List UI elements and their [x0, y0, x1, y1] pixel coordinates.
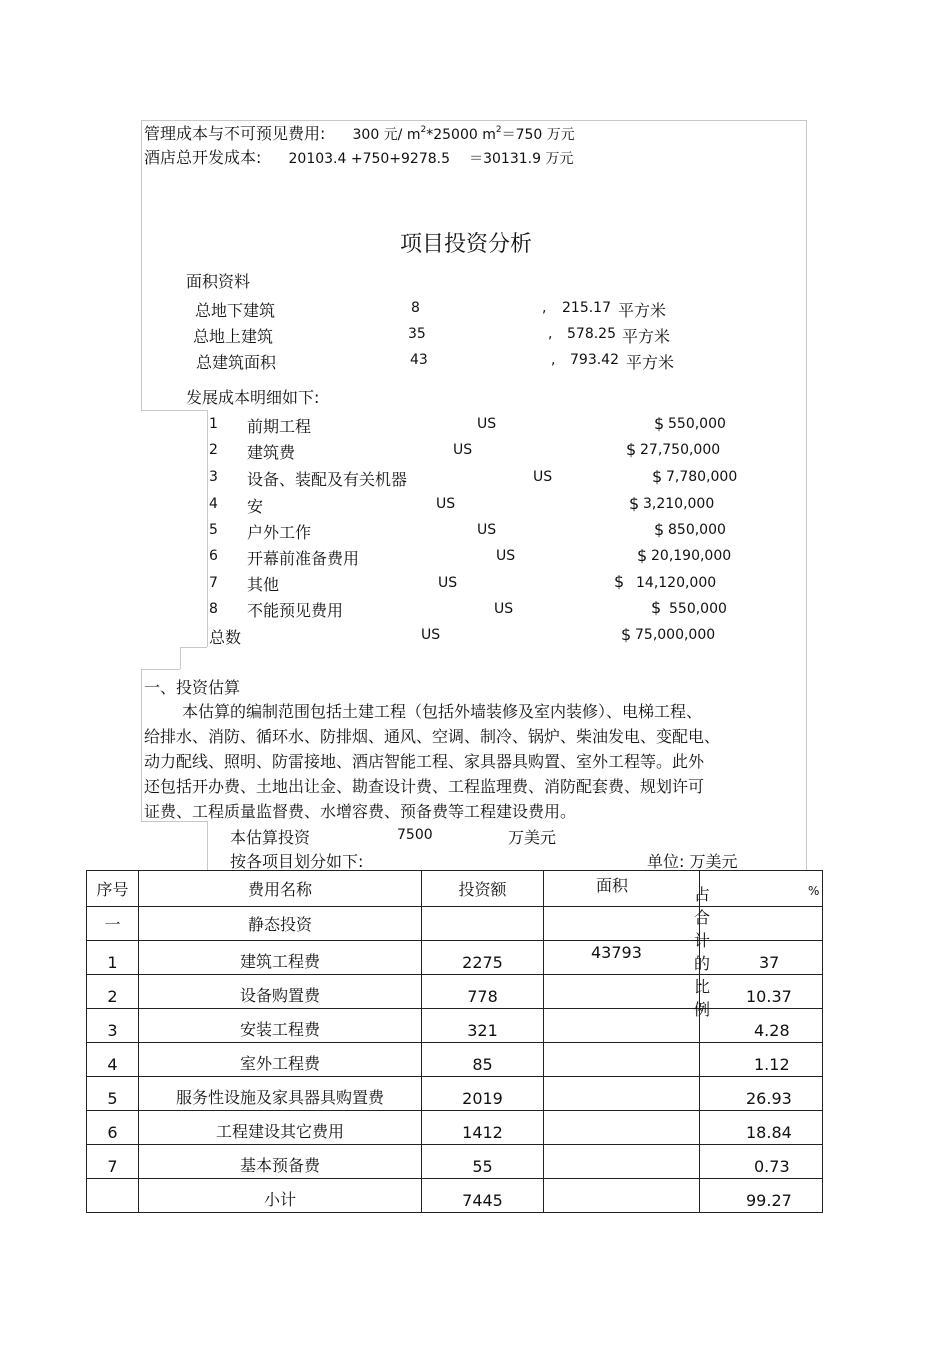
- unit-label: 单位: 万美元: [647, 852, 738, 871]
- table-row: [87, 975, 823, 1009]
- frame-left-mid: [207, 410, 208, 647]
- row-ratio: 0.73: [754, 1157, 790, 1176]
- header-area: 面积: [596, 876, 629, 895]
- estimate-para-line: 证费、工程质量监督费、水增容费、预备费等工程建设费用。: [144, 802, 577, 821]
- header-ratio: 占合计的比例: [694, 885, 711, 1019]
- cost-heading: 发展成本明细如下:: [186, 388, 320, 407]
- table-row: [87, 1009, 823, 1043]
- row-name: 设备购置费: [139, 975, 422, 1009]
- area-row-a: 43: [410, 352, 428, 368]
- row-ratio: 99.27: [746, 1191, 792, 1210]
- row-ratio-cell: [700, 1179, 823, 1213]
- row-amount: 85: [422, 1043, 544, 1077]
- row-amount: 321: [422, 1009, 544, 1043]
- cost-item-currency: US: [533, 469, 553, 485]
- cost-item-name: 户外工作: [247, 523, 312, 542]
- frame-step-a: [141, 410, 207, 411]
- area-row-label: 总建筑面积: [196, 353, 277, 372]
- row-name: 小计: [139, 1179, 422, 1213]
- row-no: 2: [87, 975, 139, 1009]
- cost-total-currency: US: [421, 627, 441, 643]
- invest-unit: 万美元: [508, 828, 557, 847]
- table-row: [87, 1145, 823, 1179]
- row-no: 4: [87, 1043, 139, 1077]
- dollar-sign: $: [621, 625, 632, 644]
- area-row-label: 总地上建筑: [193, 327, 274, 346]
- row-ratio: 26.93: [746, 1089, 792, 1108]
- row-area: [544, 1179, 700, 1213]
- row-name: 室外工程费: [139, 1043, 422, 1077]
- row-area: [544, 907, 700, 941]
- cost-item-currency: US: [496, 548, 516, 564]
- table-row: [87, 907, 823, 941]
- area-row-comma: ,: [542, 300, 547, 316]
- row-ratio: [700, 907, 823, 941]
- cost-item-no: 1: [209, 416, 218, 432]
- mgmt-formula-b: *25000 m: [426, 127, 496, 143]
- row-name: 服务性设施及家具器具购置费: [139, 1077, 422, 1111]
- row-ratio: 37: [759, 953, 780, 972]
- hotel-total-result: ＝30131.9 万元: [469, 151, 574, 167]
- cost-item-no: 8: [209, 601, 218, 617]
- row-no: [87, 1179, 139, 1213]
- cost-item-name: 开幕前准备费用: [247, 549, 360, 568]
- row-area: [544, 1111, 700, 1145]
- split-label: 按各项目划分如下:: [230, 852, 364, 871]
- hotel-total-line: [144, 145, 573, 168]
- table-row: [87, 1111, 823, 1145]
- cost-item-currency: US: [494, 601, 514, 617]
- mgmt-cost-label: 管理成本与不可预见费用:: [144, 124, 326, 143]
- estimate-para-line: 给排水、消防、循环水、防排烟、通风、空调、制冷、锅炉、柴油发电、变配电、: [144, 727, 721, 746]
- row-no: 1: [87, 941, 139, 975]
- area-row-a: 8: [411, 300, 420, 316]
- row-no: 7: [87, 1145, 139, 1179]
- cost-item-currency: US: [477, 522, 497, 538]
- dollar-sign: $: [637, 546, 648, 565]
- cost-item-amount: 20,190,000: [651, 548, 732, 564]
- mgmt-sup1: 2: [420, 125, 427, 135]
- cost-item-currency: US: [436, 496, 456, 512]
- header-name: 费用名称: [139, 871, 422, 907]
- cost-item-no: 4: [209, 496, 218, 512]
- row-ratio-cell: [700, 1145, 823, 1179]
- cost-item-name: 不能预见费用: [247, 601, 344, 620]
- investment-table: [86, 870, 823, 1213]
- row-ratio-cell: [700, 941, 823, 975]
- cost-item-currency: US: [477, 416, 497, 432]
- frame-left-lower: [141, 669, 142, 821]
- mgmt-cost-line: [144, 121, 575, 144]
- mgmt-formula-c: ＝750 万元: [501, 127, 575, 143]
- dollar-sign: $: [652, 467, 663, 486]
- row-amount: 2275: [422, 941, 544, 975]
- cost-item-amount: 7,780,000: [666, 469, 738, 485]
- area-heading: 面积资料: [186, 272, 251, 291]
- estimate-para-line: 还包括开办费、土地出让金、勘查设计费、工程监理费、消防配套费、规划许可: [144, 777, 705, 796]
- row-name: 安装工程费: [139, 1009, 422, 1043]
- row-name: 基本预备费: [139, 1145, 422, 1179]
- cost-item-amount: 550,000: [669, 601, 727, 617]
- row-amount: 2019: [422, 1077, 544, 1111]
- row-name: 建筑工程费: [139, 941, 422, 975]
- row-no: 一: [87, 907, 139, 941]
- row-amount: 7445: [422, 1179, 544, 1213]
- dollar-sign: $: [654, 414, 665, 433]
- row-amount: [422, 907, 544, 941]
- frame-step-b: [180, 647, 207, 648]
- area-row-b: 215.17: [562, 300, 611, 316]
- area-row-a: 35: [408, 326, 426, 342]
- cost-item-name: 设备、装配及有关机器: [247, 470, 408, 489]
- cost-item-name: 前期工程: [247, 417, 312, 436]
- cost-item-no: 6: [209, 548, 218, 564]
- row-name: 静态投资: [139, 907, 422, 941]
- table-row: [87, 1077, 823, 1111]
- table-header-row: [87, 871, 823, 907]
- hotel-total-label: 酒店总开发成本:: [144, 148, 262, 167]
- area-row-b: 793.42: [570, 352, 619, 368]
- estimate-heading: 一、投资估算: [144, 678, 241, 697]
- cost-item-no: 3: [209, 469, 218, 485]
- cost-item-name: 其他: [247, 575, 280, 594]
- row-area: [544, 1077, 700, 1111]
- cost-item-amount: 27,750,000: [640, 442, 721, 458]
- frame-left-step: [180, 647, 181, 669]
- row-ratio-cell: [700, 1077, 823, 1111]
- row-area: [544, 1145, 700, 1179]
- row-name: 工程建设其它费用: [139, 1111, 422, 1145]
- mgmt-sup2: 2: [495, 125, 502, 135]
- hotel-total-formula: 20103.4 +750+9278.5: [288, 151, 451, 167]
- header-pct: %: [808, 884, 820, 898]
- header-pct-cell: [700, 871, 823, 907]
- table-row: [87, 941, 823, 975]
- header-amount: 投资额: [422, 871, 544, 907]
- frame-left-bottom: [207, 821, 208, 870]
- row-ratio: 10.37: [746, 987, 792, 1006]
- cost-item-currency: US: [438, 575, 458, 591]
- mgmt-formula-a: 300 元/ m: [352, 127, 421, 143]
- row-no: 5: [87, 1077, 139, 1111]
- cost-item-currency: US: [453, 442, 473, 458]
- page-title: 项目投资分析: [400, 232, 533, 257]
- area-row-unit: 平方米: [618, 301, 667, 320]
- row-area: [544, 975, 700, 1009]
- row-no: 3: [87, 1009, 139, 1043]
- area-row-b: 578.25: [567, 326, 616, 342]
- invest-value: 7500: [397, 827, 433, 843]
- row-ratio: 1.12: [754, 1055, 790, 1074]
- estimate-para-line: 动力配线、照明、防雷接地、酒店智能工程、家具器具购置、室外工程等。此外: [144, 752, 705, 771]
- dollar-sign: $: [654, 520, 665, 539]
- row-ratio: 4.28: [754, 1021, 790, 1040]
- estimate-para-line: 本估算的编制范围包括土建工程（包括外墙装修及室内装修）、电梯工程、: [182, 702, 703, 721]
- cost-item-amount: 850,000: [668, 522, 726, 538]
- dollar-sign: $: [629, 494, 640, 513]
- cost-item-amount: 14,120,000: [636, 575, 717, 591]
- area-row-unit: 平方米: [622, 327, 671, 346]
- area-row-unit: 平方米: [626, 353, 675, 372]
- row-amount: 55: [422, 1145, 544, 1179]
- cost-item-amount: 550,000: [668, 416, 726, 432]
- row-amount: 1412: [422, 1111, 544, 1145]
- cost-item-no: 2: [209, 442, 218, 458]
- row-ratio: 18.84: [746, 1123, 792, 1142]
- header-no: 序号: [87, 871, 139, 907]
- area-row-comma: ,: [548, 326, 553, 342]
- area-row-comma: ,: [551, 352, 556, 368]
- cost-item-name: 安: [247, 497, 264, 516]
- cost-item-amount: 3,210,000: [643, 496, 715, 512]
- frame-step-c: [141, 669, 180, 670]
- area-row-label: 总地下建筑: [195, 301, 276, 320]
- cost-item-no: 5: [209, 522, 218, 538]
- row-ratio-cell: [700, 975, 823, 1009]
- cost-item-name: 建筑费: [247, 443, 296, 462]
- table-row-subtotal: [87, 1179, 823, 1213]
- table-row: [87, 1043, 823, 1077]
- dollar-sign: $: [614, 572, 625, 591]
- cost-item-no: 7: [209, 575, 218, 591]
- row-no: 6: [87, 1111, 139, 1145]
- invest-label: 本估算投资: [230, 828, 311, 847]
- row-ratio-cell: [700, 1009, 823, 1043]
- row-ratio-cell: [700, 1111, 823, 1145]
- row-area-cell: [544, 941, 700, 975]
- row-amount: 778: [422, 975, 544, 1009]
- cost-total-name: 总数: [209, 628, 242, 647]
- row-area: [544, 1009, 700, 1043]
- frame-left-upper: [141, 120, 142, 410]
- dollar-sign: $: [626, 440, 637, 459]
- dollar-sign: $: [651, 598, 662, 617]
- row-area: [544, 1043, 700, 1077]
- row-ratio-cell: [700, 1043, 823, 1077]
- frame-right: [806, 120, 807, 870]
- row-area: 43793: [591, 943, 642, 962]
- cost-total-amount: 75,000,000: [635, 627, 716, 643]
